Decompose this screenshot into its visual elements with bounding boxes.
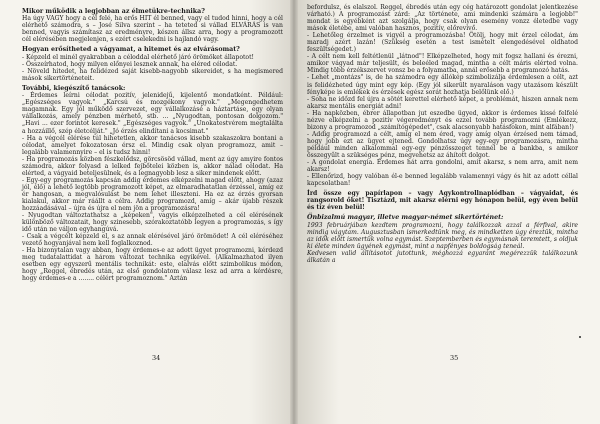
right-exercise-bold: Írd össze egy papírlapon – vagy Agykontrollnaplódban – vágyaidat, és rangsorold őket! Tisztázd, mit akarsz elérni egy hónapon belül, egy éven belül és tíz éven belül! — [307, 190, 578, 212]
left-heading-2: Hogyan erősítheted a vágyamat, a hitemet és az elvárásomat? — [22, 46, 240, 54]
left-paragraph-2: - Képzeld el minél gyakrabban a céloddal elérhető járó örömöket állapotot! - Összeírhatod, hogy milyen előnyei lesznek annak, ha eléred célodat. - Növeld hitedet, ha felidézed saját kisebb-nagyobb sikereidet, s ha megismered mások sikertörténeteit. — [22, 53, 283, 82]
left-heading-3: További, kiegészítő tanácsok: — [22, 84, 126, 92]
right-heading-success-story: Önbizalmú magyar, illetve magyar-német sikertörténet: — [307, 214, 504, 222]
right-paragraph-1: befordulsz, és elalszol. Reggel, ébredés után egy cég határozott gondolat jelentkezése várható.) A programozást zárd: „Az története, ami mindenki számára a legjobb!" mondat is egyébként azt szolgálja, hogy csak olyan esemény vonzz életedbe vagy mások életébe, ami valóban hasznos, pozitív, előrevivő. - Lehetőleg érzelmet is vigyél a programozásba! Ötölj, hogy mit érzel célodat, ám maradj azért lazán! (Szükség esetén a test ismételt elengedésével oldhatod feszültségedet.) - A célt nem kell feltétlenül „látnod"! Elképzelheted, hogy mit fogsz hallani és érezni, amikor vágyad már teljesült, és beleéled magad, mintha a célt máris elérted volna. Mindig több érzékszervet vonsz be a folyamatba, annál erősebb a programozó hatás. - Lehet „montázs" is, de ha számodra egy állókép szimbolizálja érdemlesen a célt, azt is felidézheted úgy mint egy kép. (Egy jól sikerült nyaraláson vagy utazásom készült fényképe is emlékek és érzések egész sorát hozhatja belőlünk elő.) - Soha ne időzd fel újra a sötét kerettel elérhető képet, a problémát, hiszen annak nem akarsz mentális energiát adni! - Ha napközben, ébrer állapotban jut eszedbe ügyed, akkor is érdemes kissé felfelé nézve elképzelni a pozitív végeredményt és ezzel tovább programozni (Emlékezz, bizony a programozod „számítógépedet", csak alacsonyabb hatásfokon, mint alfában!) - Addig programozd a célt, amíg el nem éred, vagy amíg olyan érzésed nem támad, hogy jobb ezt az ügyet ejtened. Gondolhatsz úgy egy-egy programozásra, mintha például minden alkalommal egy-egy pénzösszeget tennél be a bankba, s amikor összegyűlt a szükséges pénz, megvehetsz az áhított dolgot. - A gondolat energia. Érdemes hát arra gondolni, amit akarsz, s nem arra, amit nem akarsz! - Ellenőrizd, hogy valóban él-e benned legalább valamennyi vágy és hit az adott céllal kapcsolatban! — [307, 4, 578, 188]
book-gutter — [290, 0, 298, 424]
right-page-number: 35 — [450, 354, 459, 362]
left-page — [0, 0, 293, 424]
right-page-body — [307, 4, 578, 264]
right-page — [293, 0, 600, 424]
right-success-story: 1993 februárjában kezdtem programozni, hogy találkozzak azzal a férfival, akire mindig vágytam. Augusztusban ismerkedtünk meg, és mindketten úgy éreztük, mintha az idők előtt ismertük volna egymást. Szeptemberben és egymásnak teremtett, s oldjuk ki élete minden ügyének egymást, mint a napfényes boldogság teneál. Kedvesen valid állításotot jutottunk, méghozzá egyaránt megérezzük találkozunk álkatán a — [307, 221, 578, 264]
left-heading-1: Mikor működik a legjobban az élmetükre-technika? — [22, 8, 205, 15]
left-page-number: 34 — [152, 354, 161, 362]
left-page-body — [22, 8, 283, 283]
paper-speck — [579, 336, 581, 338]
left-paragraph-3: - Érdemes leírni célodat pozitív, jelenidejű, kijelentő mondatként. Például: „Egészséges vagyok." „Karcsú és mozgékony vagyok." „Megengedhetem magamnak. Egy jól működő szervezet, egy vállalkozásé a háztartáse, egy olyan vállalkozás, amely pénzben mérhető, stb. ... „Nyugodtan, pontosan dolgozom." „Havi ... ezer forintot keresek." „Egészséges vagyok." „Unokatestvérem megtalálta a hozzáillő, szép életcélját." „Jó érzés elindítani a kocsimat." - Ha a végcél elérése túl hihetetlen, akkor tanácsos kisebb szakaszokra bontani a célodat, amelyet fokozatosan érsz el. Mindig csak olyan programozz, amit – legalább valamennyire – el is tudsz hinni! - Ha programozás közben fészkelődsz, görcsösöd vállad, ment az úgy amyire fontos számodra, akkor folyasd a lelked fejbőtelei közben is, akkor nálad célodat. Ha elérted, a vágyaid beteljesülnek, és a legnagyobb lesz a siker mindenek előtt. - Egy-egy programozás kapcsán addig érdemes elképzelni magad előtt, ahogy (azaz jól, élő) a lehető legtöbb programozott képet, az elmaradhatatlan érzéssel, amíg ez ér hangosan, a megvalósulást be nem lehet illeszteni. Ha ez az érzés gyorsan kialakul, akkor már ráállt a célra. Addig programozd, amíg – akár újabb részek hozzáadásával – újra és újra el nem jön a programozásra! - Nyugodtan változtathatsz a „képeken", vagyis elképzelheted a cél elérésének különböző változatait, hogy szinesebb, szórakoztatóbb legyen a programozás, s így idő után ne váljon egyhangúvá. - Csak a végcélt képzeld el, s az annak elérésével járó örömödet! A cél eléréséhez vezető hogyanjával nem kell foglalkoznod. - Ha bizonytalan vagy abban, hogy érdemes-e az adott ügyet programozni, kérdezd meg tudatalattidat a három változat technika egyikével. (Alkalmazhatod ilyen esetben egy egyszerű mentális technikát: este, elalvás előtt szimbolikus módon, hogy „Reggel, ébredés után, az első gondolatom válasz lesz ad arra a kérdésre, hogy érdemes-e a ........ célért programoznom." Aztán — [22, 92, 283, 283]
left-paragraph-1: Ha úgy VAGY hogy a cél felé, ha erős HIT él benned, vagy el tudod hinni, hogy a cél elérhető számodra, s – José Silva szerint – ha teteted si vállad ELVÁRÁS is van benned, vagyis számítasz az eredményre, készen állsz arra, hogy a programozott cél elérésében megjelenjen, s ezért cselekedni is hajlandó vagy. — [22, 15, 283, 44]
